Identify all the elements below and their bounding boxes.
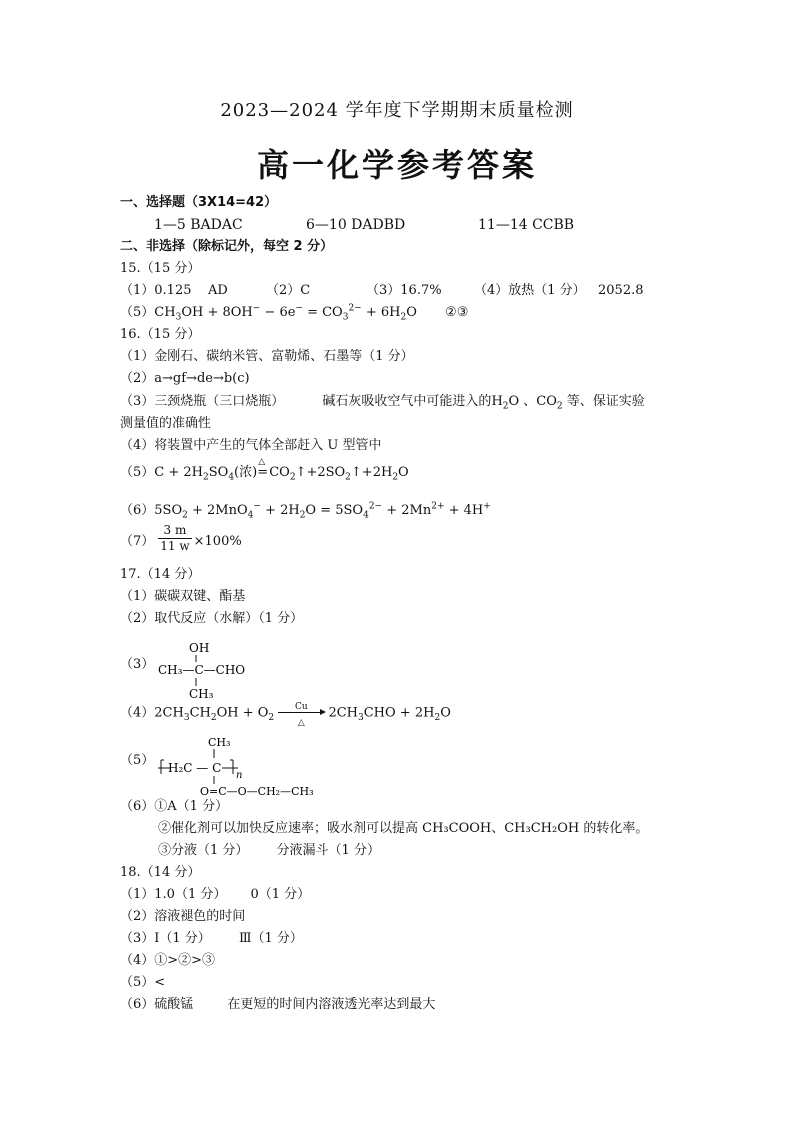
q18-2-answer: （2）溶液褪色的时间 [120,909,246,924]
choice-group-2: 6—10 DADBD [306,217,406,233]
choice-group-3: 11—14 CCBB [478,217,575,233]
eq-part: 2CH [328,705,358,721]
q17-heading: 17.（14 分） [120,567,201,582]
methyl-group: CH₃ [189,687,214,701]
q18-1-part-b: 0（1 分） [250,887,311,902]
item-label: （5） [120,465,155,480]
q15-5-answer-b: ②③ [445,305,469,320]
eq-part: CHO + 2H [363,705,435,721]
catalyst-label: Cu [294,702,308,712]
q17-6-part-3 [158,842,380,860]
methyl-group: CH₃ [208,736,231,749]
main-chain: CH₃—C—CHO [158,663,246,677]
eq-part: O [440,705,451,721]
q16-3-part-a: （3）三颈烧瓶（三口烧瓶） [120,394,285,409]
q16-1-answer: （1）金刚石、碳纳米管、富勒烯、石墨等（1 分） [120,349,414,364]
eq-part: 5SO [154,503,183,518]
item-label: （6） [120,503,155,518]
q17-5-label: （5） [120,753,155,768]
fraction-denominator: 11 w [160,539,190,553]
q18-3-answer [120,930,303,948]
eq-part: + 2MnO [187,503,248,518]
fraction [158,523,191,554]
q17-2-answer: （2）取代反应（水解）（1 分） [120,611,304,626]
eq-part: − 6e [260,305,296,320]
item-label: （7） [120,534,155,549]
q17-3-structure [156,640,266,702]
eq-part: O = 5SO [305,503,364,518]
q18-3-part-a: （3）Ⅰ（1 分） [120,931,211,946]
q17-4-equation: $(4)2CH_3CH_2OH + O_2$ Cu △ $2CH_3CHO + 2H_2O$ [120,704,451,723]
q18-6-answer [120,996,435,1014]
exam-subtitle: 2023—2024 学年度下学期期末质量检测 [220,100,574,121]
eq-part: CH [154,305,176,320]
repeat-count: n [236,770,243,781]
q15-4-answer: （4）放热（1 分） [474,283,586,298]
polymer-main-chain: H₂C — C [168,761,222,775]
eq-part: C + 2H [154,465,203,480]
q17-6-answer: （6）①A（1 分） [120,799,229,814]
eq-part: + 2Mn [382,503,432,518]
q15-heading: 15.（15 分） [120,261,201,276]
q18-6-part-b: 在更短的时间内溶液透光率达到最大 [227,997,436,1012]
q17-5-polymer-structure [156,734,326,798]
eq-part: CO [269,465,290,480]
section-heading-choice: 一、选择题（3X14=42） [120,195,278,210]
q16-6-equation: $(6)5SO_2 + 2MnO_4^- + 2H_2O = 5SO_4^{2-} + 2Mn^{2+} + 4H^+$ [120,501,491,521]
q15-1-answer: （1）0.125 [120,283,192,298]
page-title: 高一化学参考答案 [256,146,537,184]
q16-3-answer: （3）三颈烧瓶（三口烧瓶） 碱石灰吸收空气中可能进入的$H_2O$ 、$CO_2$ 等、保证实验 [120,394,645,412]
reaction-arrow [278,702,324,728]
eq-part: CH [189,705,211,721]
eq-part: SO [208,465,229,480]
eq-part: + 4H [444,503,484,518]
q18-6-part-a: （6）硫酸锰 [120,997,194,1012]
q17-1-answer: （1）碳碳双键、酯基 [120,589,246,604]
q17-6-part-2: ②催化剂可以加快反应速率；吸水剂可以提高 CH₃COOH、CH₃CH₂OH 的转化率。 [158,821,649,836]
eq-part: O [398,465,409,480]
q17-3-label: （3） [120,657,155,672]
heat-symbol: △ [297,718,305,728]
eq-part: ×100% [193,534,242,549]
q16-4-answer: （4）将装置中产生的气体全部赶入 U 型管中 [120,438,382,453]
ester-group: O=C—O—CH₂—CH₃ [200,785,314,798]
q18-3-part-b: Ⅲ（1 分） [238,931,303,946]
q18-heading: 18.（14 分） [120,865,201,880]
q18-4-answer: （4）①>②>③ [120,953,216,968]
oh-group: OH [189,641,210,655]
section-heading-nonchoice: 二、非选择（除标记外，每空 2 分） [120,239,334,254]
fraction-numerator: 3 m [158,523,191,539]
eq-part: OH + 8OH [181,305,253,320]
heat-equal-sign: △ = [257,457,269,480]
q16-heading: 16.（15 分） [120,327,201,342]
q15-4-answer-b: 2052.8 [598,283,644,298]
q16-2-answer: （2）a→gf→de→b(c) [120,371,250,386]
q18-5-answer: （5）< [120,975,166,990]
eq-part: ↑+2SO [295,465,346,480]
item-label: （4） [120,705,155,721]
eq-part: + 6H [361,305,401,320]
item-label: （5） [120,305,155,320]
q18-1-answer [120,886,310,904]
eq-part: + 2H [260,503,300,518]
choice-group-1: 1—5 BADAC [154,217,243,233]
q17-6-separation: ③分液（1 分） [158,843,249,858]
q15-1-answer-b: AD [208,283,228,298]
q16-3-continuation: 测量值的准确性 [120,416,212,431]
eq-part: = CO [302,305,343,320]
q16-7-answer [120,523,242,554]
q15-2-answer: （2）C [266,283,311,298]
eq-part: ↑+2H [350,465,393,480]
q16-5-equation: $(5)C + 2H_2SO_4$(浓) △ $=CO_2↑+2SO_2↑+2H_2O$ [120,457,409,483]
q16-3-part-c: 、保证实验 [579,394,645,409]
eq-part: OH + O [216,705,269,721]
eq-part: (浓) [234,465,258,480]
eq-part: O [406,305,417,320]
q17-6-funnel: 分液漏斗（1 分） [276,843,380,858]
q16-3-part-b: 碱石灰吸收空气中可能进入的 [322,394,492,409]
q15-5-equation: $(5)CH_3OH + 8OH^- - 6e^- = CO_3^{2-} + 6H_2O$ ②③ [120,303,469,323]
q15-3-answer: （3）16.7% [366,283,442,298]
q18-1-part-a: （1）1.0（1 分） [120,887,227,902]
eq-part: 2CH [154,705,184,721]
